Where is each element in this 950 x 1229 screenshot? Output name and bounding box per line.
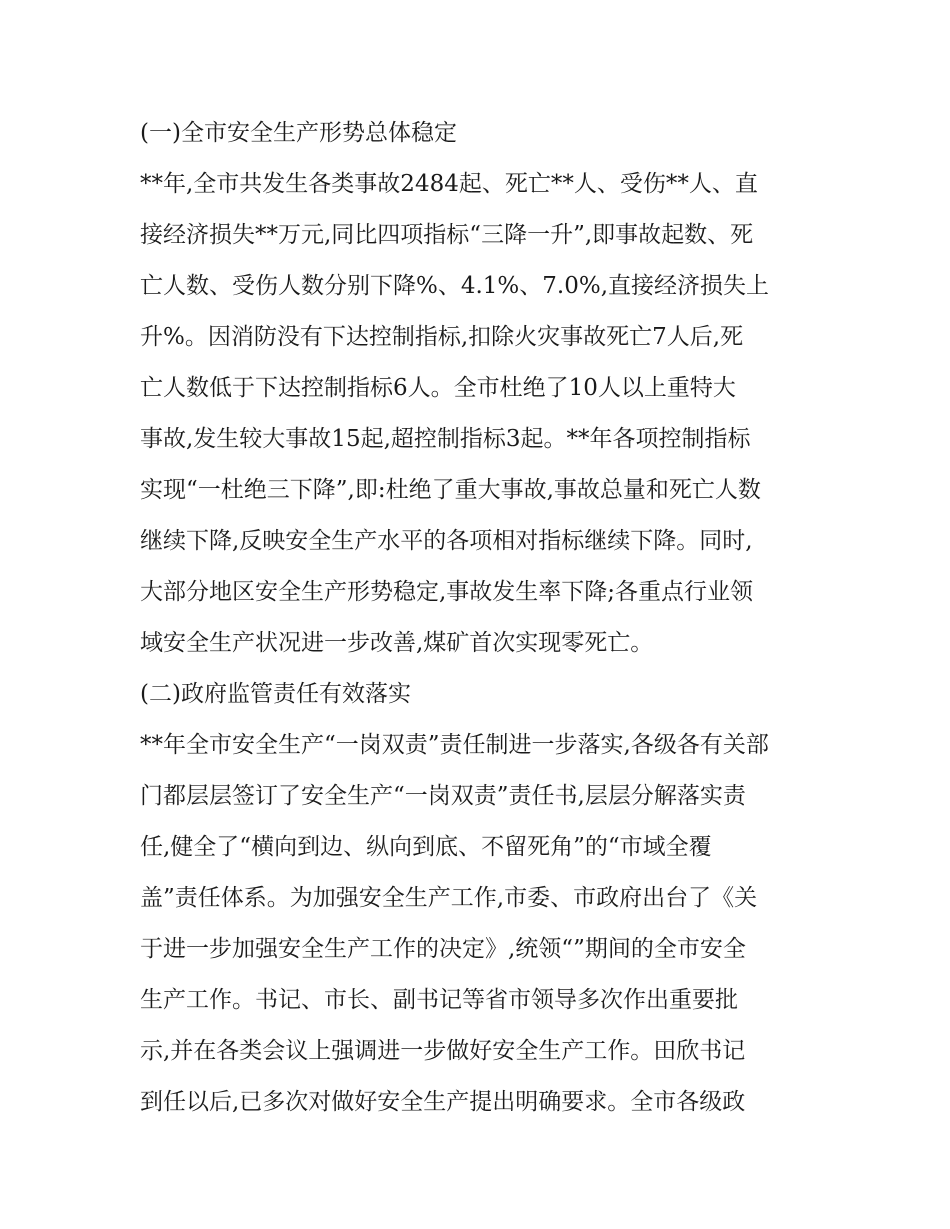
paragraph-line: 示,并在各类会议上强调进一步做好安全生产工作。田欣书记: [140, 1038, 746, 1064]
paragraph-line: 亡人数低于下达控制指标6人。全市杜绝了10人以上重特大: [140, 375, 736, 401]
paragraph-line: 升%。因消防没有下达控制指标,扣除火灾事故死亡7人后,死: [140, 324, 744, 350]
paragraph-line: **年,全市共发生各类事故2484起、死亡**人、受伤**人、直: [140, 171, 758, 197]
paragraph-line: 到任以后,已多次对做好安全生产提出明确要求。全市各级政: [140, 1089, 746, 1115]
document-body: [140, 108, 820, 1128]
paragraph-line: **年全市安全生产“一岗双责”责任制进一步落实,各级各有关部: [140, 732, 769, 758]
paragraph-line: 门都层层签订了安全生产“一岗双责”责任书,层层分解落实责: [140, 783, 746, 809]
paragraph-line: 大部分地区安全生产形势稳定,事故发生率下降;各重点行业领: [140, 579, 754, 605]
paragraph-line: 实现“一杜绝三下降”,即:杜绝了重大事故,事故总量和死亡人数: [140, 477, 761, 503]
paragraph-line: 事故,发生较大事故15起,超控制指标3起。**年各项控制指标: [140, 426, 751, 452]
section-heading-1: (一)全市安全生产形势总体稳定: [140, 120, 457, 146]
paragraph-line: 盖”责任体系。为加强安全生产工作,市委、市政府出台了《关: [140, 885, 758, 911]
paragraph-line: 域安全生产状况进一步改善,煤矿首次实现零死亡。: [140, 630, 654, 656]
paragraph-line: 生产工作。书记、市长、副书记等省市领导多次作出重要批: [140, 987, 738, 1013]
paragraph-line: 继续下降,反映安全生产水平的各项相对指标继续下降。同时,: [140, 528, 753, 554]
paragraph-line: 亡人数、受伤人数分别下降%、4.1%、7.0%,直接经济损失上: [140, 273, 770, 299]
paragraph-line: 接经济损失**万元,同比四项指标“三降一升”,即事故起数、死: [140, 222, 754, 248]
paragraph-line: 任,健全了“横向到边、纵向到底、不留死角”的“市域全覆: [140, 834, 712, 860]
paragraph-line: 于进一步加强安全生产工作的决定》,统领“”期间的全市安全: [140, 936, 746, 962]
section-heading-2: (二)政府监管责任有效落实: [140, 681, 411, 707]
